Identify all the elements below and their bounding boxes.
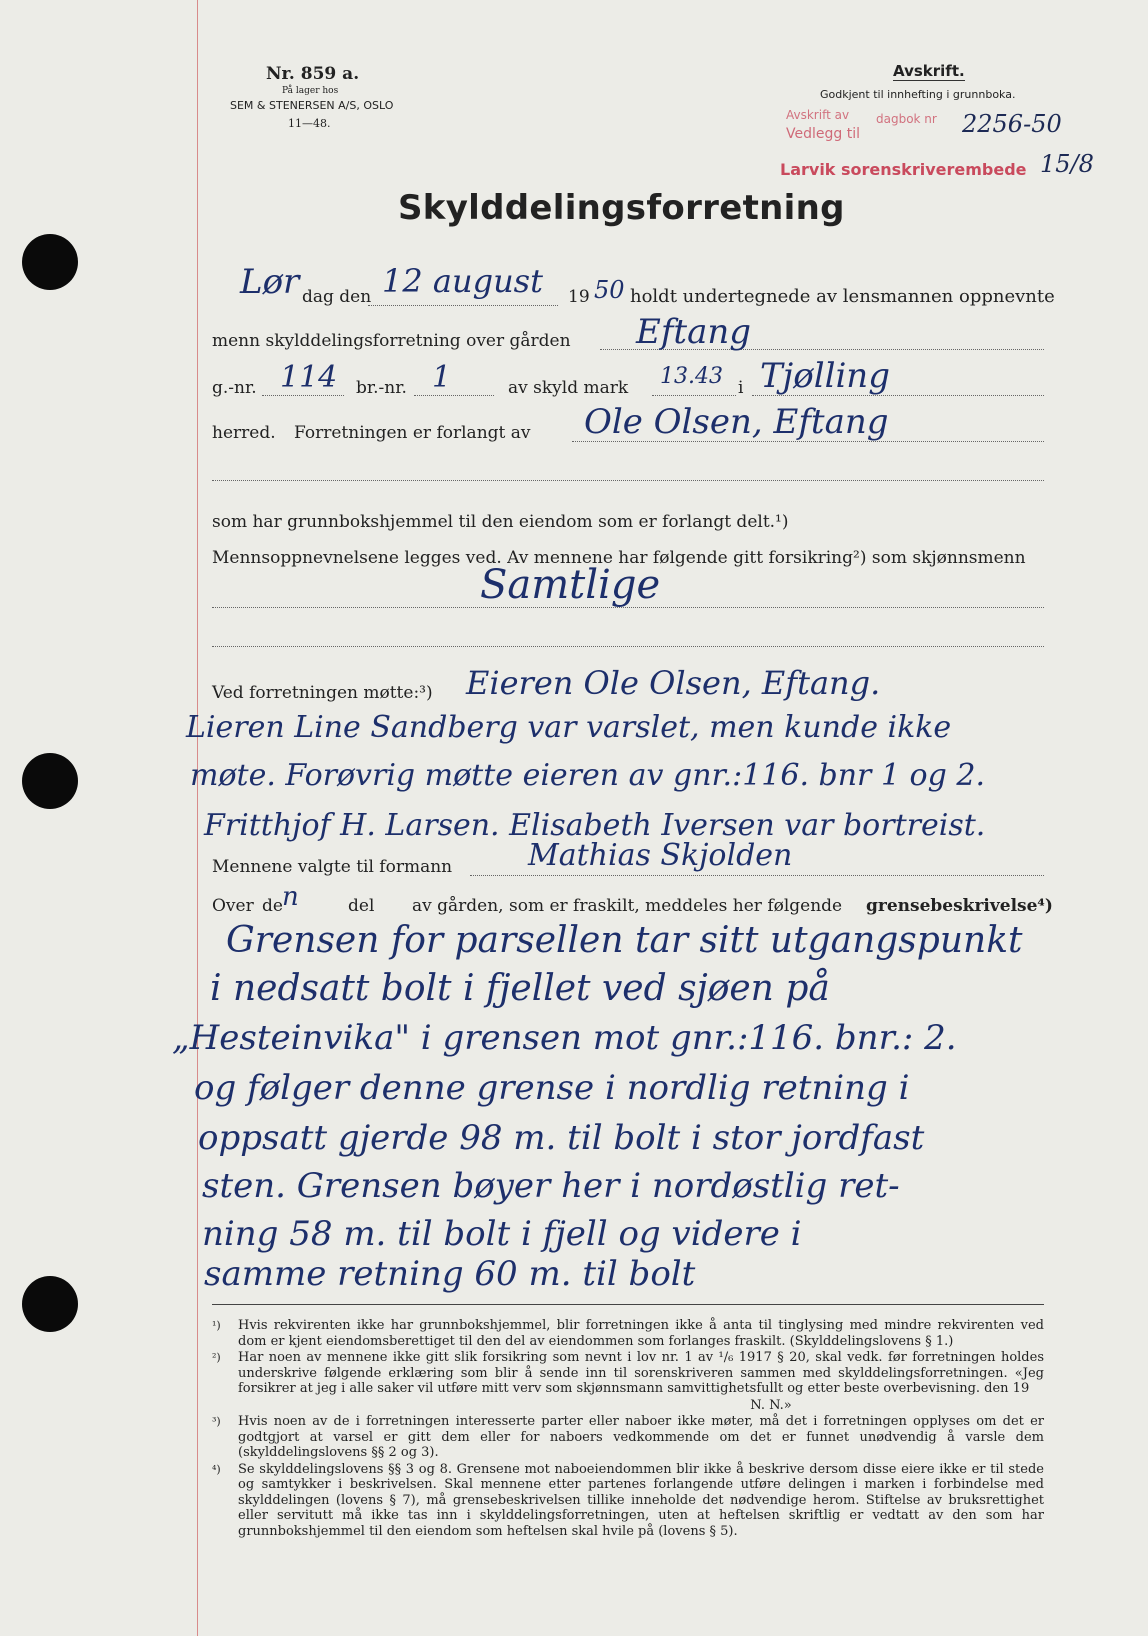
year-value: 50 [594,276,625,304]
footnote-number: ¹) [212,1319,221,1332]
punch-hole-top [22,234,78,290]
stamp-journal-label: dagbok nr [876,112,937,126]
footnote-text: Se skylddelingslovens §§ 3 og 8. Grensene mot naboeiendommen blir ikke å beskrive dersom disse eiere ikke er til stede og samtykker i beskrivelsen. Skal mennene etter partenes forlangende utføre delingen i marken i forbindelse med skylddelingen (lovens § 7), må grensebeskrivelsen tillike inneholde det nødvendige herom. Stiftelse av bruksrettighet eller servitutt må ikke tas inn i skylddelingsforretningen, uten at heftelsen skriftlig er vedtatt av den som har grunnbokshjemmel til den eiendom som heftelsen skal hvile på (lovens § 5). [238,1461,1044,1539]
text-herred: herred. [212,423,276,443]
boundary-line: ning 58 m. til bolt i fjell og videre i [202,1214,802,1254]
blank-line [212,480,1044,481]
gnr-value: 114 [280,360,338,395]
journal-number: 2256-50 [962,110,1062,138]
weekday-value: Lør [240,262,300,302]
brnr-value: 1 [432,360,452,395]
punch-hole-bottom [22,1276,78,1332]
margin-rule [197,0,198,1636]
footnote-signature [212,1398,1044,1414]
brnr-field-line [414,395,494,396]
day-label: dag den [302,287,372,307]
text-over: Over [212,896,254,916]
copy-title: Avskrift. [893,62,965,80]
date-value: 12 august [382,262,543,300]
footnote-1 [212,1318,1044,1349]
gnr-field-line [262,395,344,396]
text-hjemmel: som har grunnbokshjemmel til den eiendom som er forlangt delt.¹) [212,512,789,532]
form-number: Nr. 859 a. [266,64,360,84]
text-mote: Ved forretningen møtte:³) [212,683,433,703]
text-oppnevnelse: Mennsoppnevnelsene legges ved. Av mennene har følgende gitt forsikring²) som skjønnsmenn [212,548,1026,568]
formann-value: Mathias Skjolden [528,838,793,873]
boundary-line: „Hesteinvika" i grensen mot gnr.:116. bnr.: 2. [172,1018,957,1058]
copy-note: Godkjent til innhefting i grunnboka. [820,88,1016,101]
boundary-line: og følger denne grense i nordlig retning i [194,1068,910,1108]
year-prefix: 19 [568,287,590,307]
stamp-copy-label: Avskrift av [786,108,850,122]
footnote-separator [212,1304,1044,1305]
footnote-text: Har noen av mennene ikke gitt slik forsikring som nevnt i lov nr. 1 av ¹/₆ 1917 § 20, skal vedk. før forretningen holdes underskrive følgende erklæring som blir å sende inn til sorenskriveren sammen med skylddelingsforretningen. «Jeg forsikrer at jeg i alle saker vil utføre mitt verv som skjønnsmann samvittighetsfullt og etter beste overbevisning. den 19 [238,1350,1044,1396]
footnote-number: ⁴) [212,1462,221,1476]
stamp-office: Larvik sorenskriverembede [780,160,1027,179]
boundary-line: sten. Grensen bøyer her i nordøstlig ret- [202,1166,900,1206]
forsikring-field-line [212,607,1044,608]
text-del: del [348,896,375,916]
blank-line-2 [212,646,1044,647]
footnotes [212,1318,1044,1540]
punch-hole-middle [22,753,78,809]
footnote-4 [212,1462,1044,1540]
date-field-line [368,305,558,306]
herred-value: Tjølling [760,356,890,396]
boundary-line: Grensen for parsellen tar sitt utgangspunkt [226,920,1023,961]
text-grensebeskrivelse: grensebeskrivelse⁴) [866,896,1053,916]
gnr-label: g.-nr. [212,378,257,398]
forsikring-value: Samtlige [480,562,661,608]
text-formann: Mennene valgte til formann [212,857,453,877]
text-holdt: holdt undertegnede av lensmannen oppnevnte [630,286,1055,307]
text-forlangt: Forretningen er forlangt av [294,423,531,443]
attendees-line-4: Fritthjof H. Larsen. Elisabeth Iversen var bortreist. [204,808,986,843]
skyld-value: 13.43 [660,364,723,389]
text-gaarden: av gården, som er fraskilt, meddeles her følgende [412,896,843,916]
stamp-attachment-label: Vedlegg til [786,126,860,142]
text-de: de [262,896,283,916]
text-menn: menn skylddelingsforretning over gården [212,331,571,351]
footnote-number: ³) [212,1415,221,1428]
footnote-text: Hvis noen av de i forretningen interesserte parter eller naboer ikke møter, må det i forretningen opplyses om det er godtgjort at varsel er gitt dem eller for naboers vedkommende om det er funnet unødvendig å varsle dem (skylddelingslovens §§ 2 og 3). [238,1414,1044,1460]
printer-date: 11—48. [288,117,331,130]
boundary-line: oppsatt gjerde 98 m. til bolt i stor jordfast [198,1118,925,1158]
printer-name: SEM & STENERSEN A/S, OSLO [230,99,394,112]
attendees-line-3: møte. Forøvrig møtte eieren av gnr.:116. bnr 1 og 2. [190,758,985,793]
footnote-3 [212,1414,1044,1461]
page-title: Skylddelingsforretning [398,188,845,228]
brnr-label: br.-nr. [356,378,407,398]
requester-value: Ole Olsen, Eftang [584,402,889,442]
de-suffix-value: n [282,882,299,912]
stamp-date: 15/8 [1040,150,1094,178]
formann-field-line [470,875,1044,876]
footnote-2 [212,1350,1044,1397]
footnote-number [212,1398,238,1414]
boundary-line: samme retning 60 m. til bolt [204,1254,696,1294]
footnote-text: Hvis rekvirenten ikke har grunnbokshjemmel, blir forretningen ikke å anta til tinglysing med mindre rekvirenten ved dom er kjent eiendomsberettiget til den del av eiendommen som forlanges fraskilt. (Skylddelingslovens § 1.) [238,1318,1044,1349]
i-label: i [738,378,744,398]
skyld-label: av skyld mark [508,378,629,398]
farm-value: Eftang [636,312,751,352]
footnote-text: N. N.» [750,1397,792,1413]
printer-line: På lager hos [282,86,339,96]
attendees-line-1: Eieren Ole Olsen, Eftang. [466,664,881,702]
skyld-field-line [652,395,736,396]
footnote-number: ²) [212,1351,221,1364]
attendees-line-2: Lieren Line Sandberg var varslet, men kunde ikke [186,710,952,745]
boundary-line: i nedsatt bolt i fjellet ved sjøen på [210,968,830,1009]
